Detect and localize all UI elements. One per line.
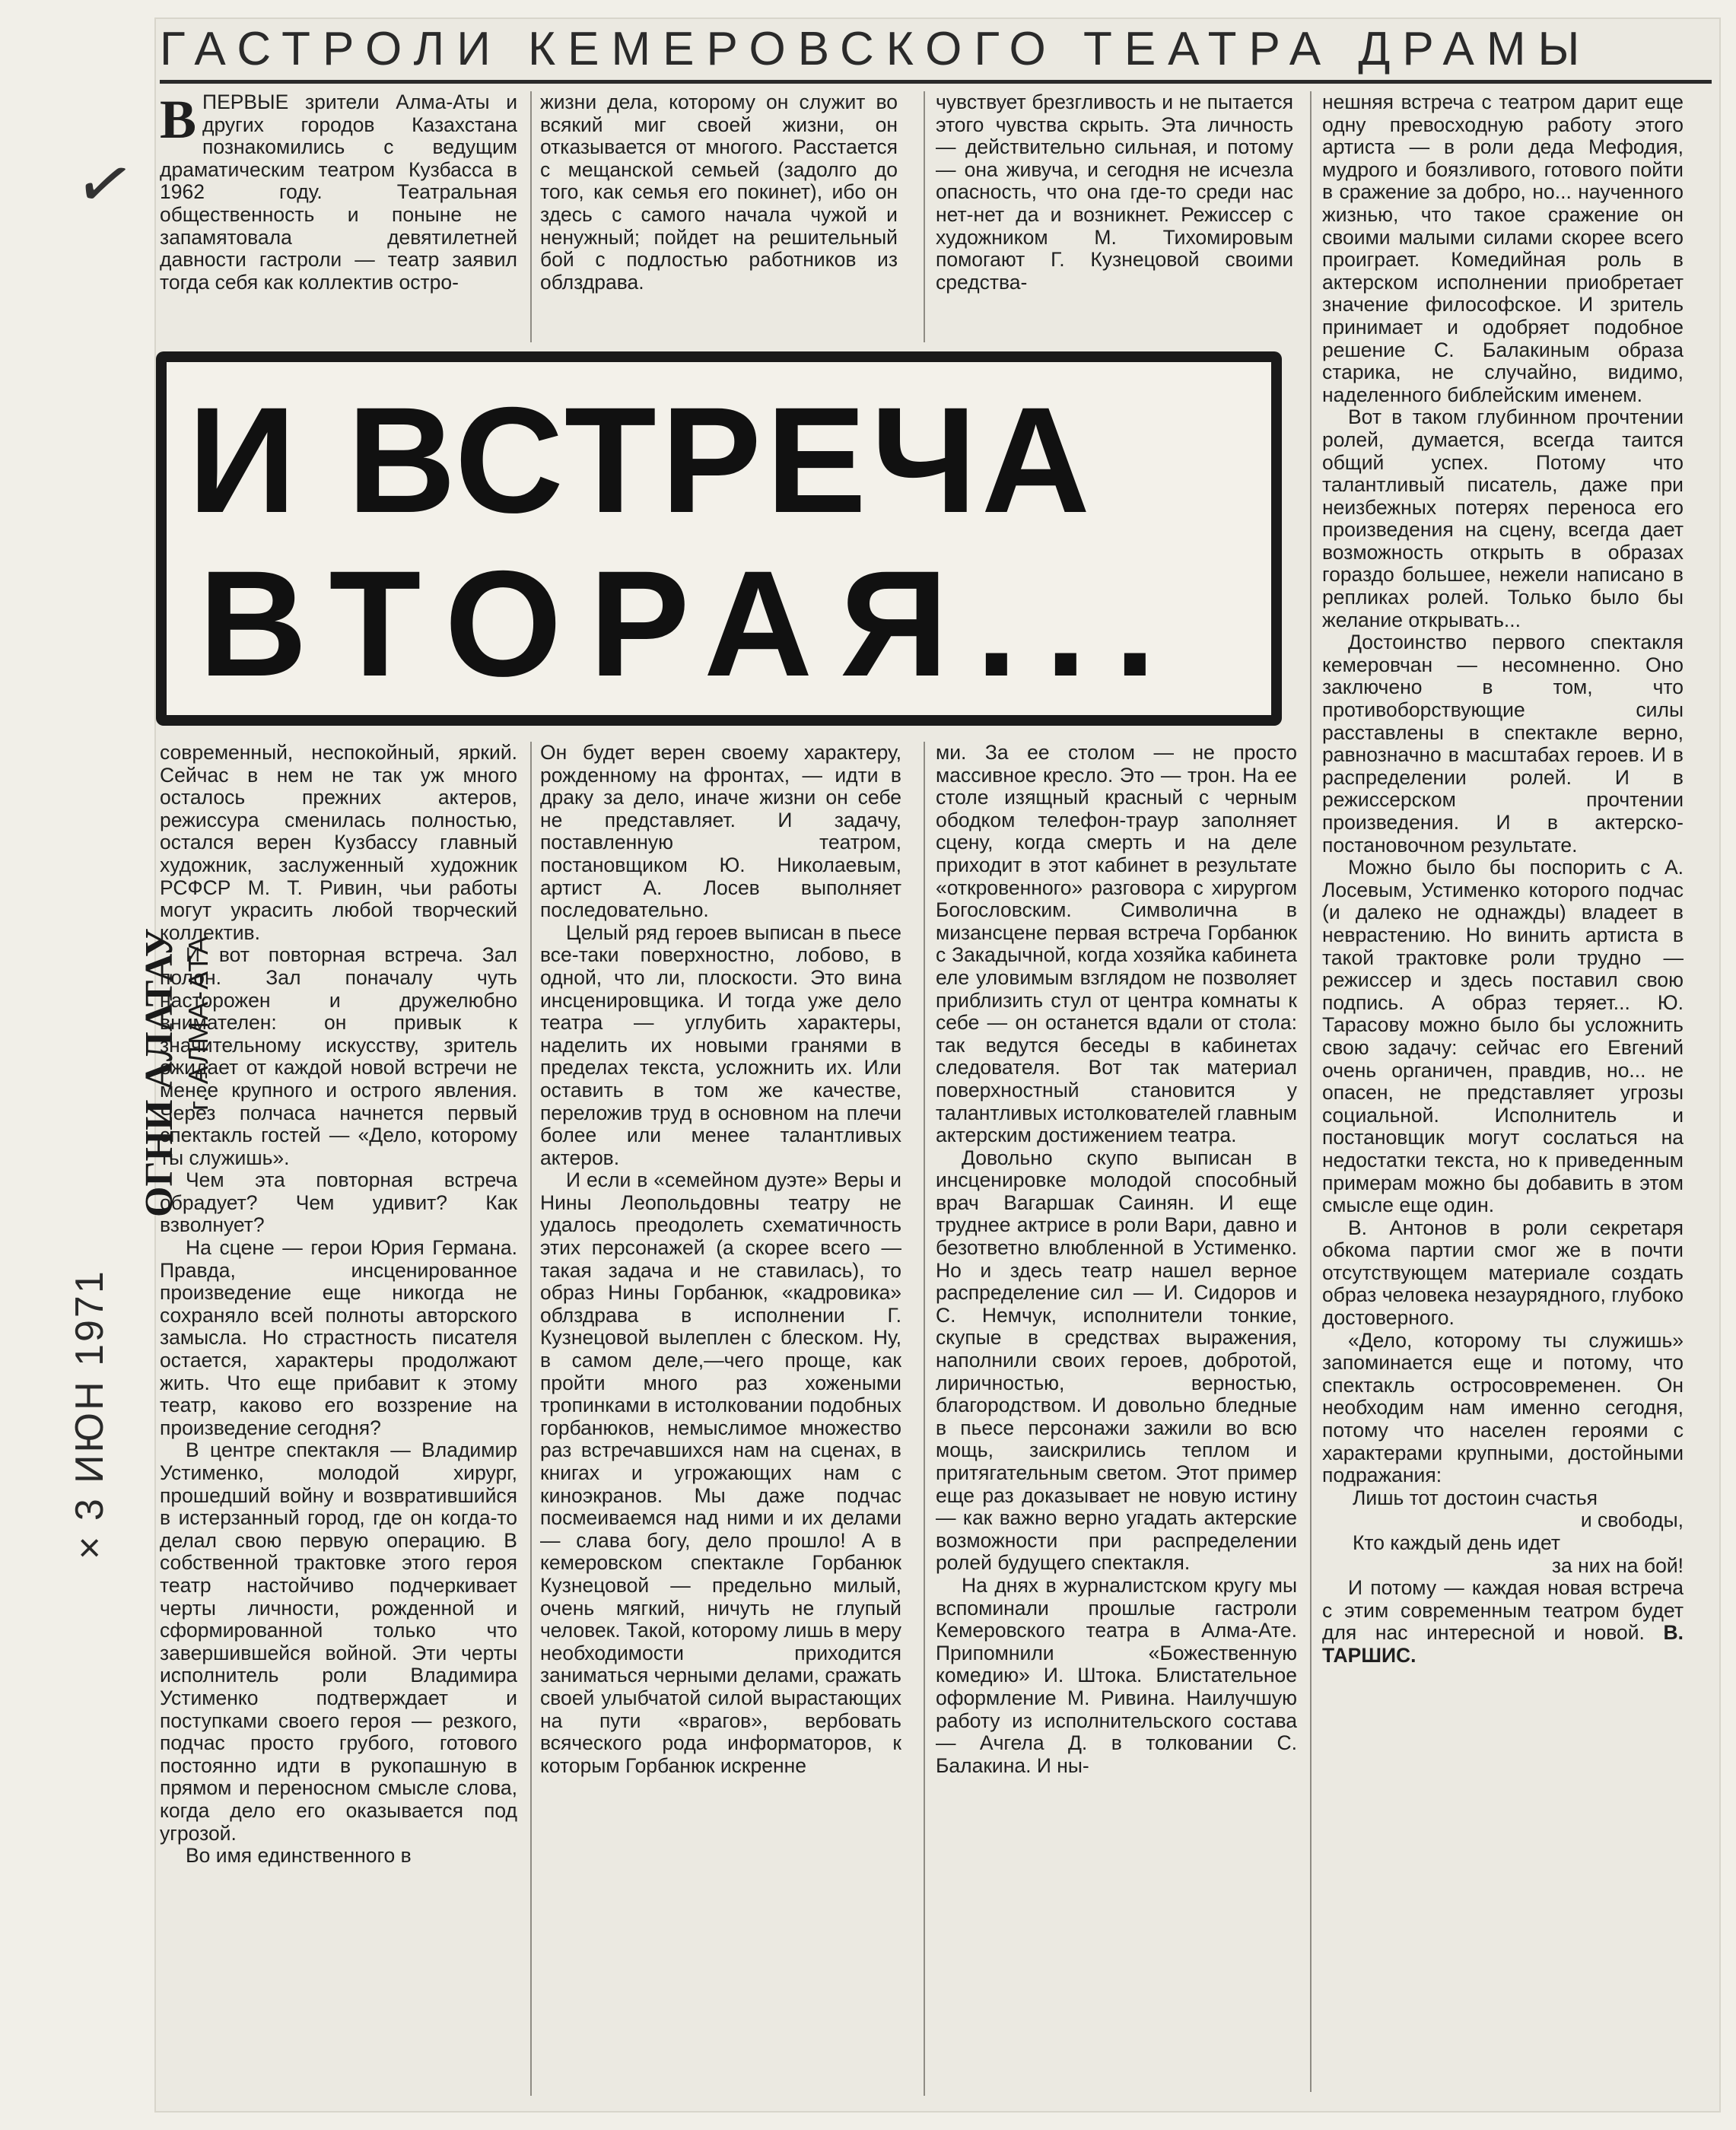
column-3-top	[936, 91, 1293, 339]
date-stamp: × 3 ИЮН 1971	[68, 1269, 112, 1559]
section-rubric: ГАСТРОЛИ КЕМЕРОВСКОГО ТЕАТРА ДРАМЫ	[160, 23, 1592, 75]
paragraph: современный, неспокойный, яркий. Сейчас в нем не так уж много осталось прежних актеров, режиссура сменилась полностью, остался верен Кузбассу главный художник, заслуженный художник РСФСР М. Т. Ривин, чьи работы могут украсить любой творческий коллектив.	[160, 742, 517, 944]
column-divider	[530, 91, 532, 342]
paragraph: нешняя встреча с театром дарит еще одну превосходную работу этого артиста — в роли деда Мефодия, мудрого и боязливого, готового пойти в сражение за добро, но... наученного жизнью, что такое сражение он своими малыми силами скорее всего проиграет. Комедийная роль в актерском исполнении приобретает значение философское. И зритель принимает и одобряет подобное решение С. Балакиным образа старика, не случайно, видимо, наделенного библейским именем.	[1322, 91, 1684, 406]
column-divider	[1310, 91, 1312, 2092]
paragraph: В центре спектакля — Владимир Устименко, молодой хирург, прошедший войну и возвратившийся в истерзанный город, где он когда-то делал свою первую операцию. В собственной трактовке этого героя театр настойчиво подчеркивает черты личности, рожденной и сформированной только что завершившейся войной. Эти черты исполнитель роли Владимира Устименко подтверждает и поступками своего героя — резкого, подчас просто грубого, готового постоянно идти в рукопашную в прямом и переносном смысле слова, когда дело его оказывается под угрозой.	[160, 1439, 517, 1845]
poem-line: за них на бой!	[1551, 1553, 1684, 1577]
column-2-bottom	[540, 742, 901, 2096]
check-mark-icon: ✓	[68, 139, 141, 230]
poem-line: Кто каждый день идет	[1353, 1531, 1560, 1554]
paragraph: В. Антонов в роли секретаря обкома партии смог же в почти отсутствующем материале создать образ человека незаурядного, глубоко достоверного.	[1322, 1216, 1684, 1330]
author-signature: В. ТАРШИС.	[1322, 1621, 1684, 1667]
poem-line: Лишь тот достоин счастья	[1353, 1486, 1598, 1509]
column-3-bottom	[936, 742, 1297, 2096]
newspaper-name: ОГНИ АЛАТАУ	[138, 928, 181, 1217]
paragraph: Он будет верен своему характеру, рожденному на фронтах, — идти в драку за дело, иначе жизни он себе не представляет. И задачу, поставленную театром, постановщиком Ю. Николаевым, артист А. Лосев выполняет последовательно.	[540, 742, 901, 922]
newspaper-stamp	[61, 776, 214, 1232]
column-divider	[924, 91, 925, 342]
paragraph: жизни дела, которому он служит во всякий миг своей жизни, он отказывается от многого. Расстается с мещанской семьей (задолго до того, как семья его покинет), ибо он здесь с самого начала чужой и ненужный; пойдет на решительный бой с подлостью работников из облздрава.	[540, 91, 898, 294]
paragraph: На днях в журналистском кругу мы вспоминали прошлые гастроли Кемеровского театра в Алма-Ате. Припомнили «Божественную комедию» И. Штока. Блистательное оформление М. Ривина. Наилучшую работу из исполнительского состава — Ачгела Д. в толковании С. Балакина. И ны-	[936, 1573, 1297, 1777]
paragraph: Во имя единственного в	[186, 1844, 412, 1868]
paragraph: И вот повторная встреча. Зал полон. Зал поначалу чуть насторожен и дружелюбно внимателен: он привык к значительному искусству, зритель ожидает от каждой новой встречи не менее крупного и острого явления. Через полчаса начнется первый спектакль гостей — «Дело, которому ты служишь».	[160, 943, 517, 1169]
column-divider	[924, 742, 925, 2096]
column-2-top	[540, 91, 898, 339]
paragraph: На сцене — герои Юрия Германа. Правда, инсценированное произведение еще никогда не сохраняло всей полноты авторского замысла. Но страстность писателя остается, характеры продолжают жить. Что еще прибавит к этому театр, каково его воззрение на произведение сегодня?	[160, 1236, 517, 1439]
rubric-rule	[160, 80, 1712, 84]
column-4	[1322, 91, 1684, 2100]
paragraph: Достоинство первого спектакля кемеровчан — несомненно. Оно заключено в том, что противоборствующие силы расставлены в спектакле верно, равнозначно в масштабах героев. И в распределении ролей. И в режиссерском прочтении произведения. И в актерско-постановочном результате.	[1322, 631, 1684, 857]
column-divider	[530, 742, 532, 2096]
newspaper-city: г. АЛМА-АТА	[183, 934, 214, 1111]
paragraph: Вот в таком глубинном прочтении ролей, думается, всегда таится общий успех. Потому что талантливый писатель, даже при неизбежных потерях переноса его произведения на сцену, всегда дает возможность открыть в образах гораздо большее, нежели написано в репликах ролей. Только было бы желание открывать...	[1322, 405, 1684, 631]
intro-paragraph: ПЕРВЫЕ зрители Алма-Аты и других городов Казахстана познакомились с ведущим драматическим театром Кузбасса в 1962 году. Театральная общественность и поныне не запамятовала девятилетней давности гастроли — театр заявил тогда себя как коллектив остро-	[160, 91, 517, 294]
drop-cap: В	[160, 91, 197, 150]
paragraph: Можно было бы поспорить с А. Лосевым, Устименко которого подчас (и далеко не однажды) владеет в неврастению. Но винить артиста в такой трактовке роли трудно — режиссер и здесь поставил свою подпись. А образ теряет... Ю. Тарасову можно было бы усложнить свою задачу: сейчас его Евгений очень органичен, правдив, но... не опасен, не представляет угрозы социальной. Исполнитель и постановщик могут сослаться на недостатки текста, но к приведенным примерам можно бы добавить в этом смысле еще один.	[1322, 856, 1684, 1217]
headline-line-2: ВТОРАЯ...	[199, 539, 1184, 707]
paragraph: Целый ряд героев выписан в пьесе все-таки поверхностно, лобово, в одной, что ли, плоскости. Это вина инсценировщика. И тогда уже дело театра — углубить характеры, наделить их новыми гранями в пределах текста, усложнить их. Или оставить в том же качестве, переложив труд в основном на плечи более или менее талантливых актеров.	[540, 920, 901, 1169]
paragraph: Чем эта повторная встреча обрадует? Чем удивит? Как взволнует?	[160, 1168, 517, 1237]
headline-box	[156, 351, 1282, 726]
closing-paragraph	[1322, 1577, 1684, 1667]
paragraph: И если в «семейном дуэте» Веры и Нины Леопольдовны театру не удалось преодолеть схематичность этих персонажей (а скорее всего — такая задача и не ставилась), то образ Нины Горбанюк, «кадровика» облздрава в исполнении Г. Кузнецовой вылеплен с блеском. Ну, в самом деле,—чего проще, как пройти много раз хожеными тропинками в истолковании подобных горбанюков, немыслимое множество раз встречавшихся нам на сценах, в книгах и угрожающих нам с киноэкранов. Мы даже подчас посмеиваемся над ними и их делами — слава богу, дело прошло! А в кемеровском спектакле Горбанюк Кузнецовой — предельно милый, очень мягкий, ничуть не глупый человек. Такой, которому лишь в меру необходимости приходится заниматься черными делами, сражать своей улыбчатой силой вырастающих на пути «врагов», вербовать всяческого рода информаторов, к которым Горбанюк искренне	[540, 1168, 901, 1777]
poem-line: и свободы,	[1580, 1508, 1684, 1532]
headline-line-1: И ВСТРЕЧА	[188, 376, 1095, 544]
paragraph: «Дело, которому ты служишь» запоминается еще и потому, что спектакль остросовременен. Он необходим нам именно сегодня, потому что населен героями с характерами крупными, достойными подражания:	[1322, 1328, 1684, 1487]
paragraph: ми. За ее столом — не просто массивное кресло. Это — трон. На ее столе изящный красный с черным ободком телефон-траур заполняет сцену, когда смерть и на деле приходит в этот кабинет в результате «откровенного» разговора с хирургом Богословским. Символична в мизансцене первая встреча Горбанюк с Закадычной, когда хозяйка кабинета еле уловимым взглядом не позволяет приблизить стул от центра комнаты к себе — он останется вдали от стола: так ведутся беседы в кабинетах следователя. Вот так материал поверхностный становится у талантливых истолкователей главным актерским достижением театра.	[936, 742, 1297, 1147]
closing-text: И потому — каждая новая встреча с этим современным театром будет для нас интересной и новой.	[1322, 1576, 1684, 1645]
paragraph: Довольно скупо выписан в инсценировке молодой способный врач Вагаршак Саинян. И еще труднее актрисе в роли Вари, давно и безответно влюбленной в Устименко. Но и здесь театр нашел верное распределение сил — И. Сидоров и С. Немчук, исполнители тонкие, скупые в средствах выражения, наполнили своих героев, добротой, лиричностью, верностью, благородством. И довольно бледные в пьесе персонажи зажили во всю мощь, заискрились теплом и притягательным светом. Этот пример еще раз доказывает не новую истину — как важно верно угадать актерские возможности при распределении ролей будущего спектакля.	[936, 1146, 1297, 1575]
paragraph: чувствует брезгливость и не пытается этого чувства скрыть. Эта личность — действительно сильная, и потому — она живуча, и сегодня не исчезла опасность, что она где-то среди нас нет-нет да и возникнет. Режиссер с художником М. Тихомировым помогают Г. Кузнецовой своими средства-	[936, 91, 1293, 294]
column-1-top	[160, 91, 517, 339]
